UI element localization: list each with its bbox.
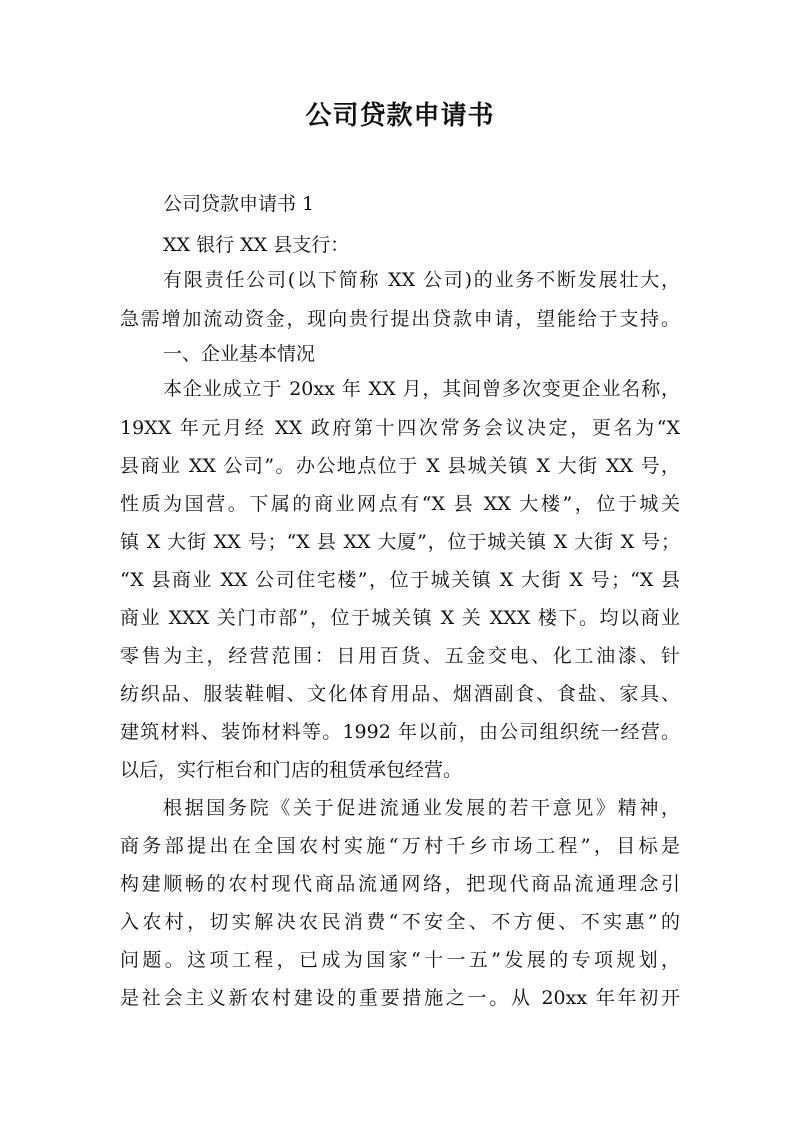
paragraph-line: 零售为主，经营范围：日用百货、五金交电、化工油漆、针 <box>120 645 680 667</box>
paragraph-line: 急需增加流动资金，现向贵行提出贷款申请，望能给于支持。 <box>120 308 680 330</box>
paragraph-line: 是社会主义新农村建设的重要措施之一。从 20xx 年年初开 <box>120 987 680 1009</box>
paragraph-line: “X 县商业 XX 公司住宅楼”，位于城关镇 X 大街 X 号；“X 县 <box>120 569 680 591</box>
paragraph-line: 19XX 年元月经 XX 政府第十四次常务会议决定，更名为“X <box>120 417 680 439</box>
paragraph-line: 建筑材料、装饰材料等。1992 年以前，由公司组织统一经营。 <box>120 721 680 743</box>
paragraph-line: 商务部提出在全国农村实施“万村千乡市场工程”，目标是 <box>120 835 680 857</box>
section-subheading: 一、企业基本情况 <box>163 343 316 365</box>
paragraph-line: 性质为国营。下属的商业网点有“X 县 XX 大楼”，位于城关 <box>120 493 680 515</box>
paragraph-line: 商业 XXX 关门市部”，位于城关镇 X 关 XXX 楼下。均以商业 <box>120 607 680 629</box>
paragraph-line: 纺织品、服装鞋帽、文化体育用品、烟酒副食、食盐、家具、 <box>120 683 680 705</box>
paragraph-line: 构建顺畅的农村现代商品流通网络，把现代商品流通理念引 <box>120 873 680 895</box>
paragraph-line: 有限责任公司(以下简称 XX 公司)的业务不断发展壮大， <box>163 269 680 291</box>
paragraph-line: 县商业 XX 公司”。办公地点位于 X 县城关镇 X 大街 XX 号， <box>120 455 680 477</box>
paragraph-line: 问题。这项工程，已成为国家“十一五”发展的专项规划， <box>120 949 680 971</box>
salutation: XX 银行 XX 县支行： <box>163 234 350 256</box>
paragraph-line: 入农村，切实解决农民消费“不安全、不方便、不实惠”的 <box>120 911 680 933</box>
document-title: 公司贷款申请书 <box>305 101 495 131</box>
paragraph-line: 本企业成立于 20xx 年 XX 月，其间曾多次变更企业名称， <box>163 378 680 400</box>
section-heading: 公司贷款申请书 1 <box>163 193 315 215</box>
paragraph-line: 以后，实行柜台和门店的租赁承包经营。 <box>120 759 463 781</box>
paragraph-line: 根据国务院《关于促进流通业发展的若干意见》精神， <box>163 797 680 819</box>
paragraph-line: 镇 X 大街 XX 号；“X 县 XX 大厦”，位于城关镇 X 大街 X 号； <box>120 531 680 553</box>
